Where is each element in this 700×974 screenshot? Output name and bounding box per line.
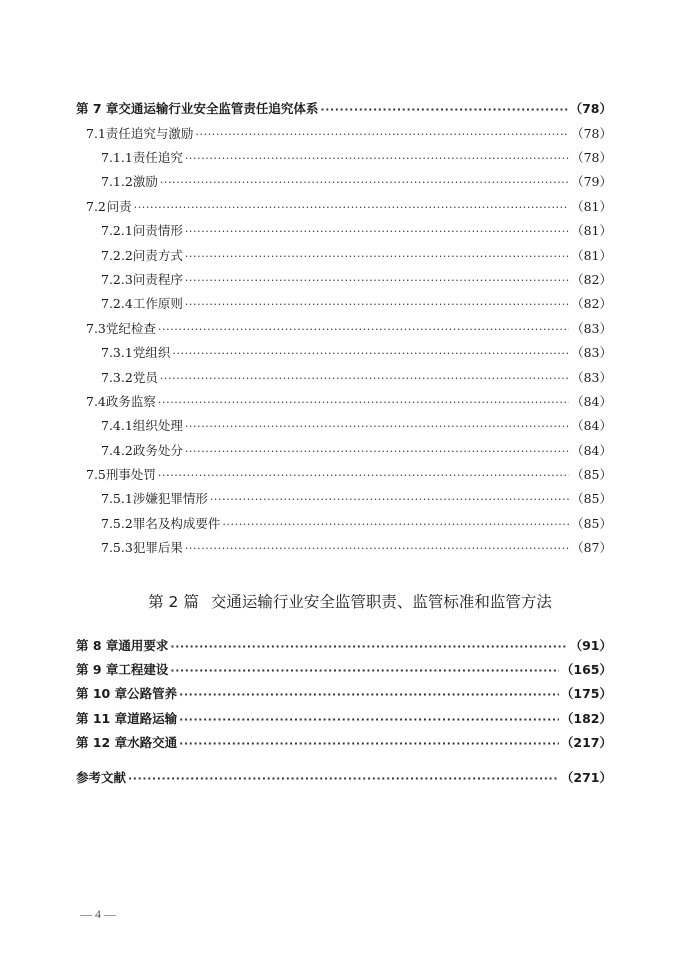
toc-subsection-7-2-1[interactable] <box>101 223 612 239</box>
toc-chapter-12[interactable] <box>76 735 612 751</box>
toc-subsection-7-5-3[interactable] <box>101 540 612 556</box>
page-ref: （85） <box>571 516 612 531</box>
subsection-number: 7.5.1 <box>101 491 133 506</box>
toc-section-7-2[interactable] <box>86 199 612 215</box>
toc-references[interactable] <box>76 770 612 786</box>
chapter-title: 通用要求 <box>118 638 169 653</box>
leader-dots <box>158 321 569 337</box>
leader-dots <box>170 638 567 654</box>
chapter-number: 第 9 章 <box>76 662 119 677</box>
leader-dots <box>185 248 569 264</box>
leader-dots <box>170 662 558 678</box>
subsection-title: 党组织 <box>132 345 171 360</box>
leader-dots <box>222 516 569 532</box>
subsection-title: 激励 <box>132 174 158 189</box>
subsection-title: 罪名及构成要件 <box>132 516 221 531</box>
subsection-title: 党员 <box>132 370 158 385</box>
section-title: 党纪检查 <box>105 321 156 336</box>
page-ref: （78） <box>571 150 612 165</box>
subsection-number: 7.2.4 <box>101 296 133 311</box>
section-title: 政务监察 <box>105 394 156 409</box>
leader-dots <box>185 223 569 239</box>
chapter-number: 第 12 章 <box>76 735 128 750</box>
toc-subsection-7-2-4[interactable] <box>101 296 612 312</box>
toc-subsection-7-2-2[interactable] <box>101 248 612 264</box>
toc-subsection-7-4-2[interactable] <box>101 443 612 459</box>
subsection-number: 7.5.3 <box>101 540 133 555</box>
toc-section-7-3[interactable] <box>86 321 612 337</box>
leader-dots <box>210 491 569 507</box>
leader-dots <box>185 272 569 288</box>
chapter-title: 道路运输 <box>127 711 178 726</box>
section-number: 7.5 <box>86 467 106 482</box>
leader-dots <box>185 443 569 459</box>
toc-subsection-7-1-2[interactable] <box>101 174 612 190</box>
toc-chapter-9[interactable] <box>76 662 612 678</box>
subsection-title: 政务处分 <box>132 443 183 458</box>
references-title: 参考文献 <box>76 770 127 785</box>
page-ref: （78） <box>571 126 612 141</box>
leader-dots <box>172 345 569 361</box>
subsection-title: 问责程序 <box>132 272 183 287</box>
page-ref: （84） <box>571 418 612 433</box>
page-ref: （182） <box>560 711 612 726</box>
leader-dots <box>320 101 567 117</box>
page-ref: （84） <box>571 394 612 409</box>
chapter-number: 第 10 章 <box>76 686 128 701</box>
leader-dots <box>158 394 569 410</box>
subsection-number: 7.1.2 <box>101 174 133 189</box>
part-number: 第 2 篇 <box>148 593 199 611</box>
subsection-number: 7.5.2 <box>101 516 133 531</box>
page-ref: （271） <box>560 770 612 785</box>
chapter-title: 公路管养 <box>127 686 178 701</box>
page-ref: （81） <box>571 199 612 214</box>
toc-subsection-7-5-1[interactable] <box>101 491 612 507</box>
toc-chapter-11[interactable] <box>76 711 612 727</box>
leader-dots <box>179 686 559 702</box>
section-title: 刑事处罚 <box>105 467 156 482</box>
subsection-title: 工作原则 <box>132 296 183 311</box>
part-heading <box>0 590 700 612</box>
subsection-title: 问责方式 <box>132 248 183 263</box>
leader-dots <box>195 126 569 142</box>
section-title: 问责 <box>106 199 132 214</box>
leader-dots <box>185 540 569 556</box>
subsection-number: 7.2.2 <box>101 248 133 263</box>
page-ref: （84） <box>571 443 612 458</box>
subsection-number: 7.1.1 <box>101 150 133 165</box>
page-ref: （83） <box>571 321 612 336</box>
page-ref: （165） <box>560 662 612 677</box>
page-ref: （91） <box>569 638 612 653</box>
section-number: 7.1 <box>86 126 106 141</box>
subsection-number: 7.2.3 <box>101 272 133 287</box>
section-number: 7.4 <box>86 394 106 409</box>
toc-subsection-7-4-1[interactable] <box>101 418 612 434</box>
subsection-number: 7.2.1 <box>101 223 133 238</box>
page-ref: （175） <box>560 686 612 701</box>
subsection-title: 涉嫌犯罪情形 <box>132 491 208 506</box>
toc-chapter-7[interactable] <box>76 101 612 117</box>
leader-dots <box>185 296 569 312</box>
chapter-title: 工程建设 <box>118 662 169 677</box>
page-ref: （81） <box>571 248 612 263</box>
leader-dots <box>179 735 559 751</box>
leader-dots <box>185 150 569 166</box>
page-ref: （81） <box>571 223 612 238</box>
subsection-title: 责任追究 <box>132 150 183 165</box>
chapter-number: 第 8 章 <box>76 638 119 653</box>
chapter-number: 第 7 章 <box>76 101 119 116</box>
toc-chapter-10[interactable] <box>76 686 612 702</box>
toc-subsection-7-5-2[interactable] <box>101 516 612 532</box>
page-number: — 4 — <box>80 907 116 921</box>
subsection-title: 犯罪后果 <box>132 540 183 555</box>
leader-dots <box>128 770 559 786</box>
toc-subsection-7-3-2[interactable] <box>101 370 612 386</box>
subsection-title: 组织处理 <box>132 418 183 433</box>
leader-dots <box>160 370 569 386</box>
page-ref: （85） <box>571 491 612 506</box>
leader-dots <box>134 199 570 215</box>
leader-dots <box>160 174 569 190</box>
leader-dots <box>158 467 569 483</box>
page-ref: （82） <box>571 272 612 287</box>
toc-subsection-7-2-3[interactable] <box>101 272 612 288</box>
chapter-title: 水路交通 <box>127 735 178 750</box>
subsection-number: 7.4.1 <box>101 418 133 433</box>
section-number: 7.3 <box>86 321 106 336</box>
part-title: 交通运输行业安全监管职责、监管标准和监管方法 <box>210 593 552 611</box>
page-ref: （83） <box>571 370 612 385</box>
toc-chapter-8[interactable] <box>76 638 612 654</box>
leader-dots <box>185 418 569 434</box>
leader-dots <box>179 711 559 727</box>
toc-section-7-5[interactable] <box>86 467 612 483</box>
section-title: 责任追究与激励 <box>105 126 194 141</box>
toc-subsection-7-3-1[interactable] <box>101 345 612 361</box>
section-number: 7.2 <box>86 199 106 214</box>
toc-section-7-4[interactable] <box>86 394 612 410</box>
chapter-number: 第 11 章 <box>76 711 128 726</box>
page-ref: （87） <box>571 540 612 555</box>
toc-section-7-1[interactable] <box>86 126 612 142</box>
subsection-number: 7.4.2 <box>101 443 133 458</box>
page-ref: （82） <box>571 296 612 311</box>
page-ref: （217） <box>560 735 612 750</box>
chapter-title: 交通运输行业安全监管责任追究体系 <box>118 101 319 116</box>
toc-subsection-7-1-1[interactable] <box>101 150 612 166</box>
subsection-number: 7.3.1 <box>101 345 133 360</box>
page-ref: （83） <box>571 345 612 360</box>
subsection-title: 问责情形 <box>132 223 183 238</box>
page-ref: （79） <box>571 174 612 189</box>
page-ref: （85） <box>571 467 612 482</box>
subsection-number: 7.3.2 <box>101 370 133 385</box>
page-ref: （78） <box>569 101 612 116</box>
